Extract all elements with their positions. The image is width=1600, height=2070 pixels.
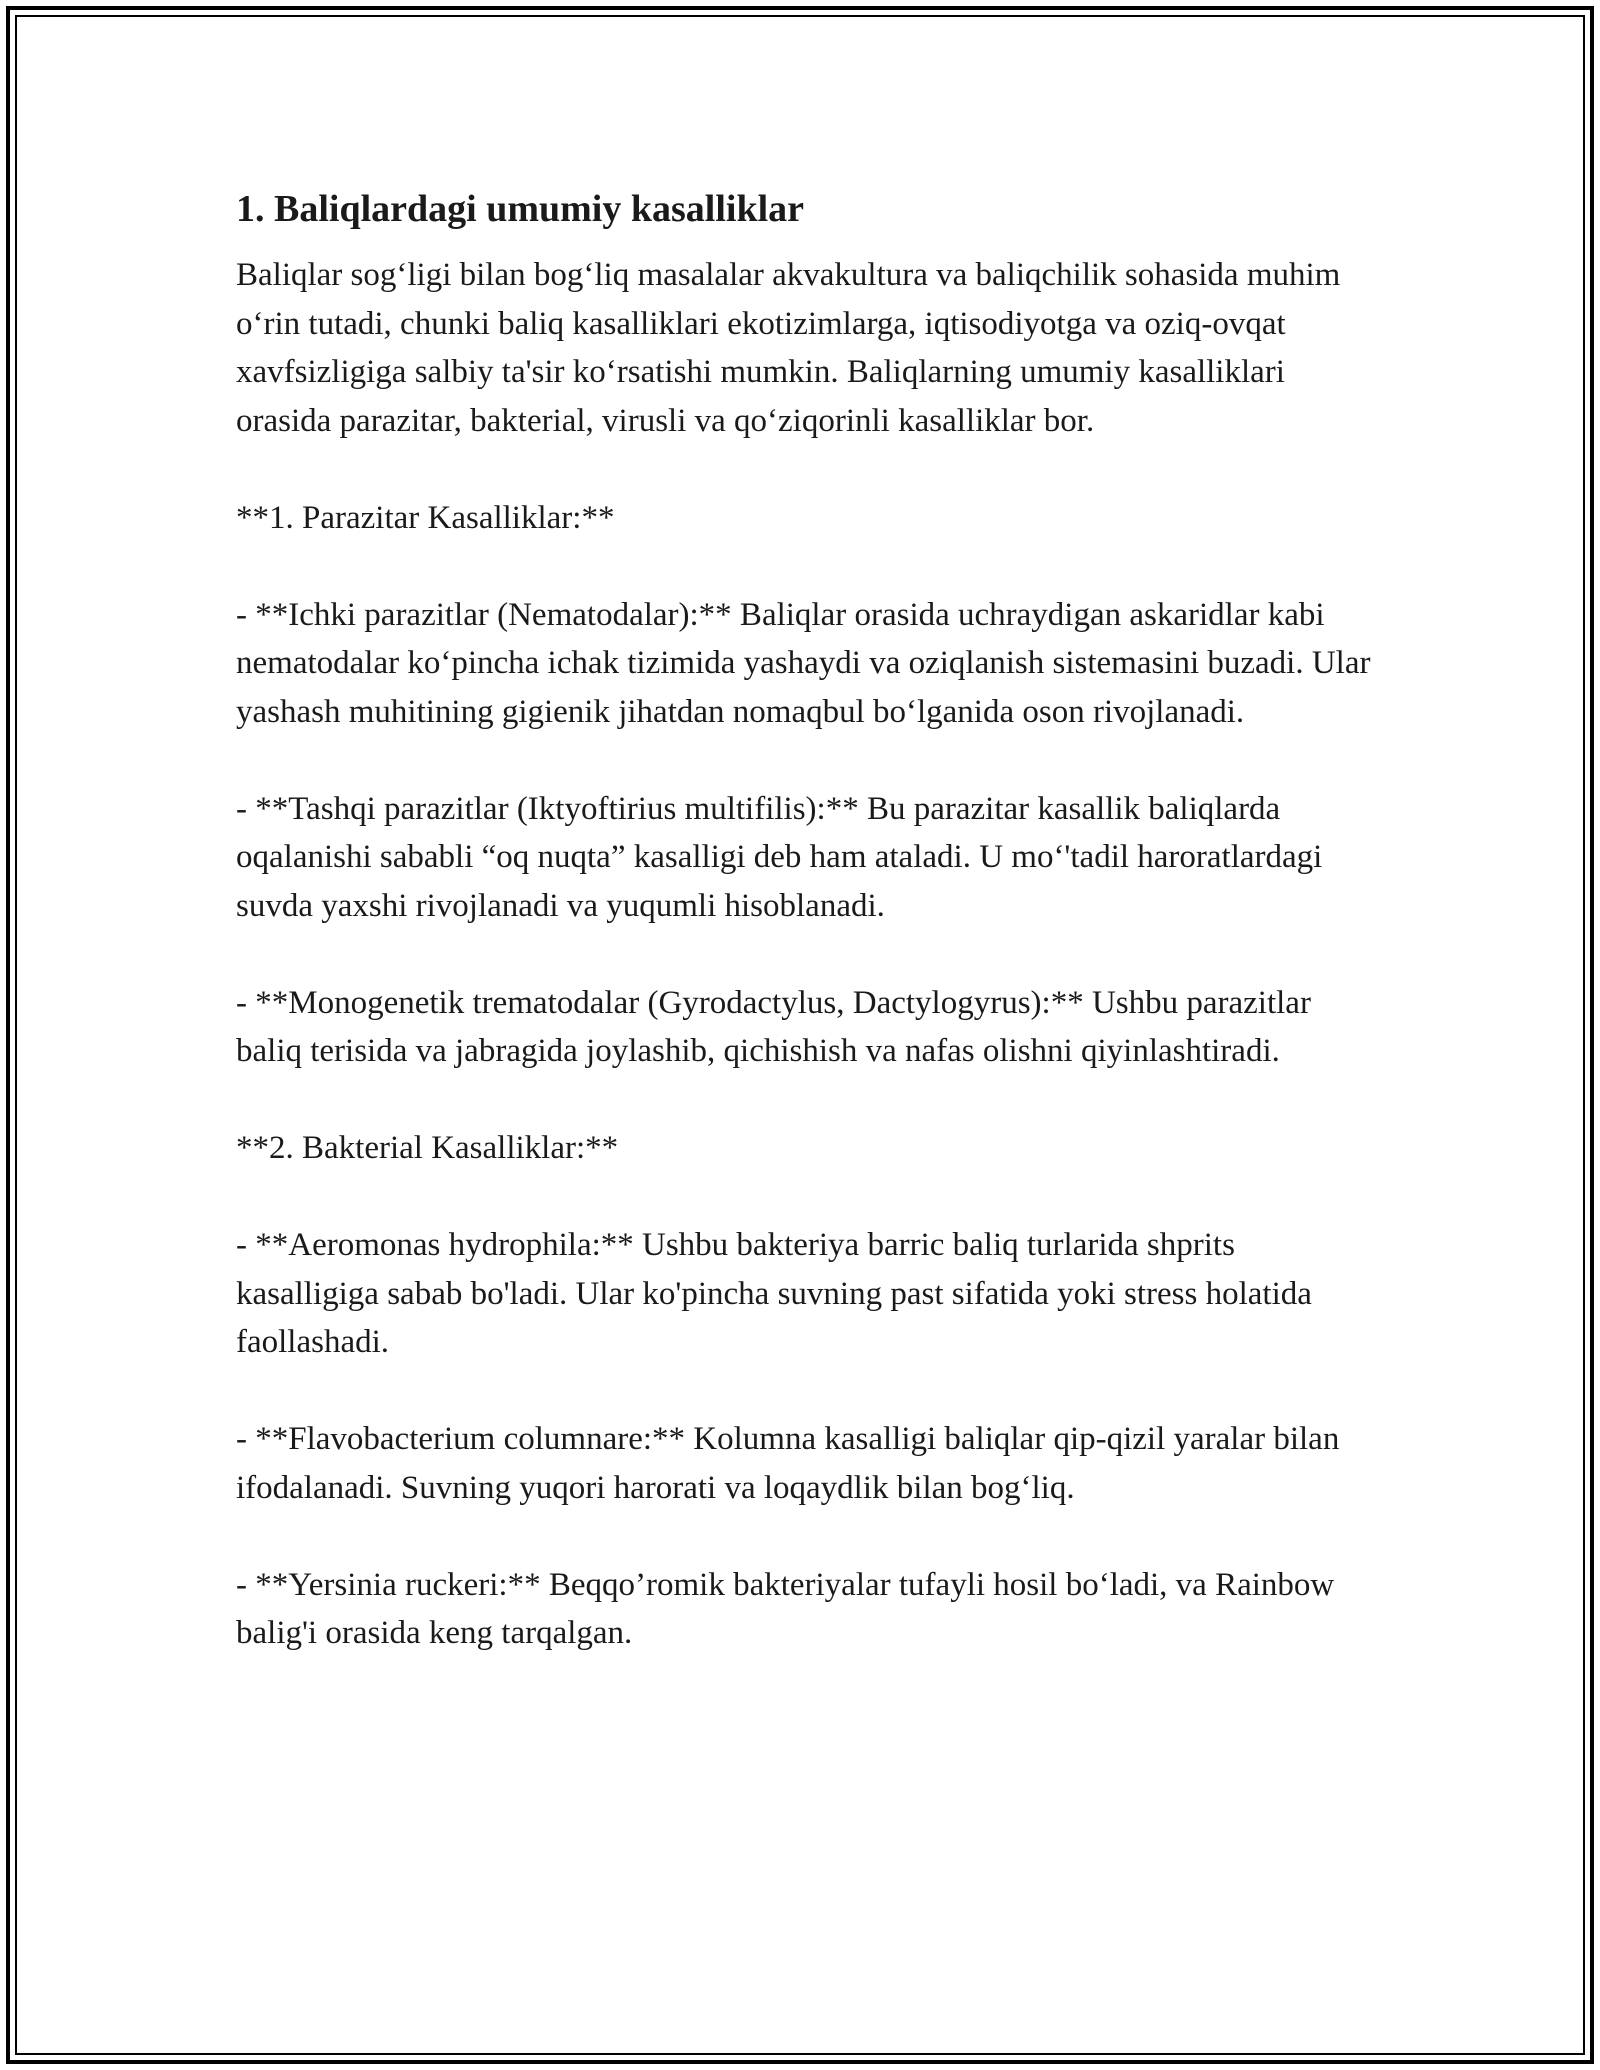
list-item-aeromonas: - **Aeromonas hydrophila:** Ushbu bakteriya barric baliq turlarida shprits kasalligiga sabab bo'ladi. Ular ko'pincha suvning past sifatida yoki stress holatida faollashadi. xyxy=(236,1227,1312,1360)
list-item-yersinia: - **Yersinia ruckeri:** Beqqo’romik bakteriyalar tufayli hosil bo‘ladi, va Rainbow balig'i orasida keng tarqalgan. xyxy=(236,1566,1335,1651)
list-item-nematodes: - **Ichki parazitlar (Nematodalar):** Baliqlar orasida uchraydigan askaridlar kabi nematodalar ko‘pincha ichak tizimida yashaydi va oziqlanish sistemasini buzadi. Ular yashash muhitining gigienik jihatdan nomaqbul bo‘lganida oson rivojlanadi. xyxy=(236,596,1371,730)
intro-paragraph: Baliqlar sog‘ligi bilan bog‘liq masalalar akvakultura va baliqchilik sohasida muhim o‘rin tutadi, chunki baliq kasalliklari ekotizimlarga, iqtisodiyotga va oziq-ovqat xavfsizligiga salbiy ta'sir ko‘rsatishi mumkin. Baliqlarning umumiy kasalliklari orasida parazitar, bakterial, virusli va qo‘ziqorinli kasalliklar bor. xyxy=(236,257,1341,439)
subheading-parasitic: **1. Parazitar Kasalliklar:** xyxy=(236,499,615,536)
subheading-bacterial: **2. Bakterial Kasalliklar:** xyxy=(236,1130,619,1166)
list-item-flavobacterium: - **Flavobacterium columnare:** Kolumna kasalligi baliqlar qip-qizil yaralar bilan ifodalanadi. Suvning yuqori harorati va loqaydlik bilan bog‘liq. xyxy=(236,1421,1340,1506)
document-body xyxy=(236,185,1376,1706)
list-item-external-parasites: - **Tashqi parazitlar (Iktyoftirius multifilis):** Bu parazitar kasallik baliqlarda oqalanishi sababli “oq nuqta” kasalligi deb ham ataladi. U mo‘'tadil haroratlardagi suvda yaxshi rivojlanadi va yuqumli hisoblanadi. xyxy=(236,790,1323,924)
section-heading: 1. Baliqlardagi umumiy kasalliklar xyxy=(236,188,804,230)
list-item-monogenetic-trematodes: - **Monogenetik trematodalar (Gyrodactylus, Dactylogyrus):** Ushbu parazitlar baliq terisida va jabragida joylashib, qichishish va nafas olishni qiyinlashtiradi. xyxy=(236,984,1311,1069)
